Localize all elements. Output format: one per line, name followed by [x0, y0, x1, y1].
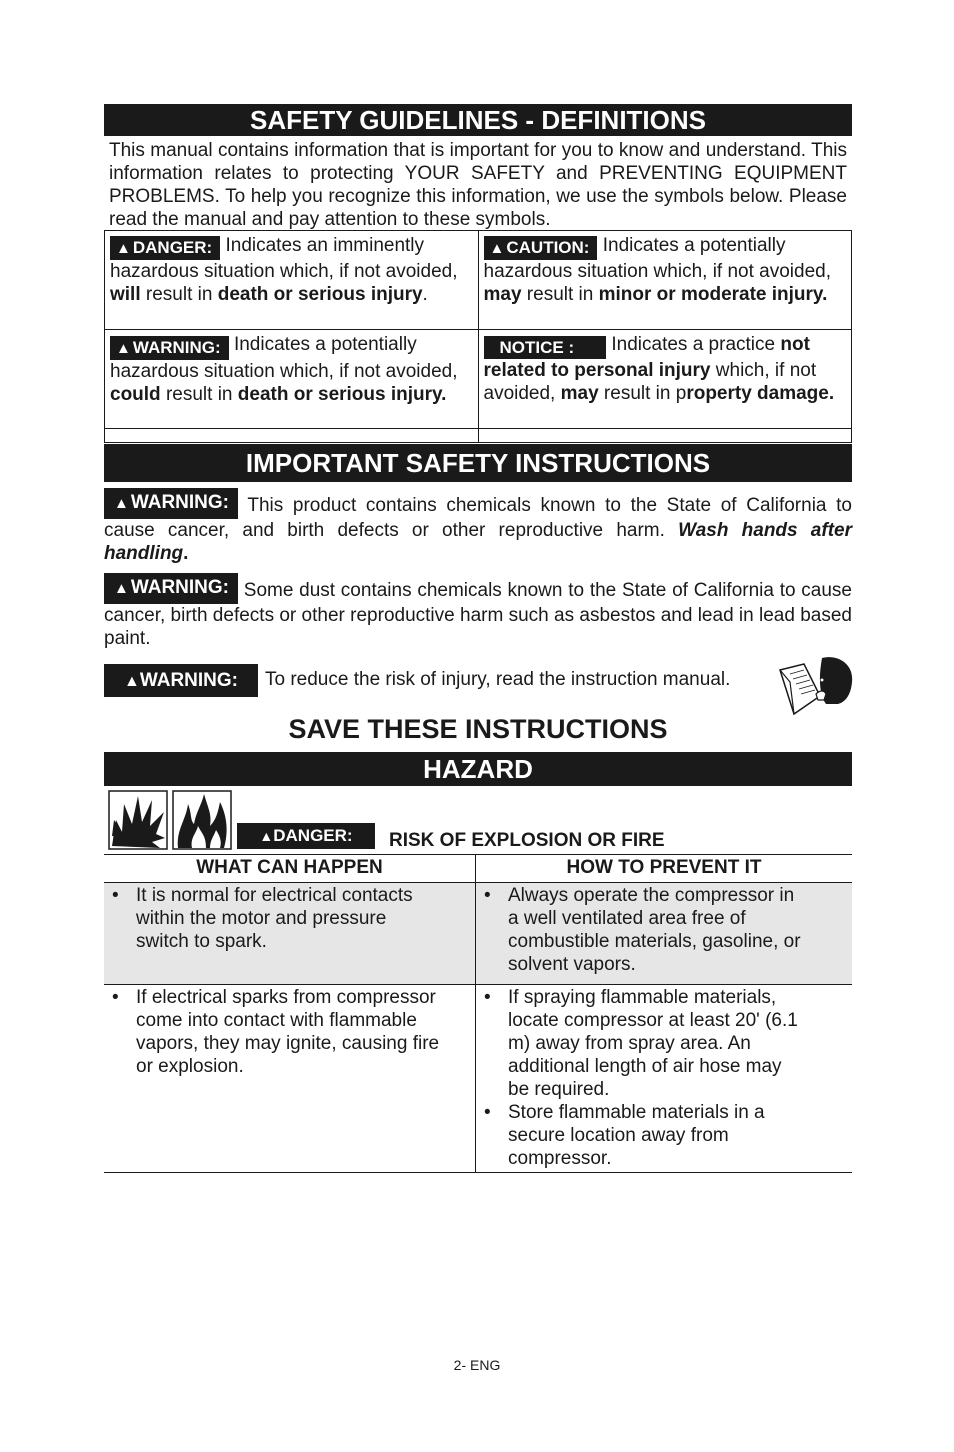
- warning-triangle-icon: ▲: [489, 240, 505, 257]
- warning-badge: ▲ WARNING:: [110, 336, 229, 360]
- list-item: • Store flammable materials in a secure location away from compressor.: [476, 1101, 768, 1170]
- definitions-intro: This manual contains information that is important for you to know and understand. This information relates to protecting YOUR SAFETY and PREVENTING EQUIPMENT PROBLEMS. To help you recognize this information, we use the symbols below. Please read the manual and pay attention to these symbols.: [109, 140, 847, 230]
- row1-prevent-list: [476, 884, 806, 976]
- list-item: • It is normal for electrical contacts within the motor and pressure switch to spark.: [104, 884, 434, 953]
- risk-title: RISK OF EXPLOSION OR FIRE: [389, 830, 665, 851]
- column-header-how-to-prevent: HOW TO PREVENT IT: [566, 857, 762, 878]
- list-item: • If spraying flammable materials, locate compressor at least 20' (6.1 m) away from spray area. An additional length of air hose may be required.: [476, 986, 806, 1101]
- notice-definition: NOTICE : Indicates a practice not related to personal injury which, if not avoided, may result in property damage.: [478, 330, 852, 429]
- prop65-warning: ▲ WARNING: This product contains chemicals known to the State of California to cause cancer, and birth defects or other reproductive harm. Wash hands after handling.: [104, 494, 852, 565]
- dust-warning: ▲ WARNING: Some dust contains chemicals known to the State of California to cause cancer, birth defects or other reproductive harm such as asbestos and lead in lead based paint.: [104, 579, 852, 650]
- caution-definition: ▲ CAUTION: Indicates a potentially hazardous situation which, if not avoided, may result in minor or moderate injury.: [478, 231, 852, 330]
- danger-definition: ▲ DANGER: Indicates an imminently hazardous situation which, if not avoided, will result in death or serious injury.: [105, 231, 479, 330]
- read-manual-icon: [776, 656, 854, 718]
- danger-badge: ▲ DANGER:: [110, 236, 220, 260]
- definitions-spacer-cell: [105, 429, 479, 443]
- column-header-what-can-happen: WHAT CAN HAPPEN: [196, 857, 383, 878]
- table-bottom-rule: [104, 1172, 852, 1173]
- table-top-rule: [104, 854, 852, 855]
- list-item: • Always operate the compressor in a well ventilated area free of combustible materials, gasoline, or solvent vapors.: [476, 884, 806, 976]
- warning-triangle-icon: ▲: [114, 495, 129, 512]
- fire-icon: [172, 790, 232, 850]
- warning-triangle-icon: ▲: [114, 580, 129, 597]
- row2-prevent-list: [476, 986, 806, 1170]
- warning-triangle-icon: ▲: [116, 340, 131, 357]
- warning-triangle-icon: ▲: [259, 828, 274, 844]
- definitions-spacer-cell: [478, 429, 852, 443]
- warning-badge: ▲WARNING:: [104, 664, 258, 697]
- save-instructions-title: SAVE THESE INSTRUCTIONS: [288, 714, 668, 744]
- manual-warning-text: To reduce the risk of injury, read the instruction manual.: [265, 669, 731, 690]
- explosion-icon: [108, 790, 168, 850]
- warning-triangle-icon: ▲: [124, 673, 140, 690]
- page-number: 2- ENG: [453, 1357, 501, 1373]
- row1-happen-list: [104, 884, 434, 953]
- danger-badge: ▲DANGER:: [237, 823, 375, 849]
- important-header: IMPORTANT SAFETY INSTRUCTIONS: [104, 444, 852, 482]
- row2-happen-list: [104, 986, 449, 1078]
- hazard-header: HAZARD: [104, 752, 852, 786]
- caution-badge: ▲ CAUTION:: [484, 236, 598, 260]
- warning-badge: ▲ WARNING:: [104, 573, 238, 604]
- definitions-table: [104, 230, 852, 443]
- definitions-header: SAFETY GUIDELINES - DEFINITIONS: [104, 104, 852, 136]
- notice-badge: NOTICE :: [484, 336, 607, 359]
- row-rule: [104, 984, 852, 985]
- warning-triangle-icon: ▲: [116, 240, 131, 257]
- warning-badge: ▲ WARNING:: [104, 488, 238, 519]
- warning-definition: ▲ WARNING: Indicates a potentially hazardous situation which, if not avoided, could result in death or serious injury.: [105, 330, 479, 429]
- list-item: • If electrical sparks from compressor come into contact with flammable vapors, they may ignite, causing fire or explosion.: [104, 986, 449, 1078]
